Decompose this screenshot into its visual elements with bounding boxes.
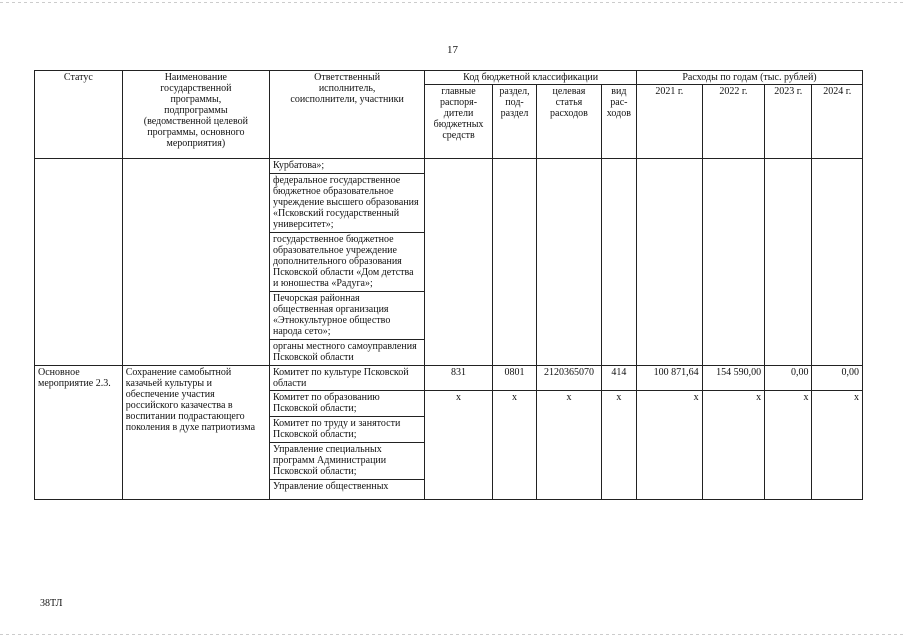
continuation-status	[35, 159, 123, 366]
event-target: 2120365070	[537, 366, 602, 391]
event-grbs: 831	[425, 366, 493, 391]
header-2023: 2023 г.	[765, 85, 812, 159]
header-target: целевая статья расходов	[537, 85, 602, 159]
x-mark: x	[812, 391, 863, 500]
participant-item: федеральное государственное бюджетное образовательное учреждение высшего образования «Псковский государственный университет»;	[270, 174, 424, 233]
event-responsible: Комитет по культуре Псковской области	[269, 366, 424, 391]
event-kind: 414	[601, 366, 636, 391]
footer-code: 38ТЛ	[40, 598, 63, 609]
page-number: 17	[447, 44, 458, 56]
event-status: Основное мероприятие 2.3.	[35, 366, 123, 500]
event-2021: 100 871,64	[637, 366, 703, 391]
event-other-participants	[269, 391, 424, 500]
header-2024: 2024 г.	[812, 85, 863, 159]
header-budget-code: Код бюджетной классификации	[425, 71, 637, 85]
participant-item: Комитет по образованию Псковской области;	[270, 391, 424, 417]
event-name: Сохранение самобытной казачьей культуры и обеспечение участия российского казачества в воспитании подрастающего поколения в духе патриотизма	[122, 366, 269, 500]
event-2023: 0,00	[765, 366, 812, 391]
event-section: 0801	[492, 366, 536, 391]
header-2021: 2021 г.	[637, 85, 703, 159]
x-mark: x	[425, 391, 493, 500]
header-2022: 2022 г.	[702, 85, 765, 159]
header-name: Наименование государственной программы, подпрограммы (ведомственной целевой программы, основного мероприятия)	[122, 71, 269, 159]
participant-item: Курбатова»;	[270, 159, 424, 174]
header-expenses: Расходы по годам (тыс. рублей)	[637, 71, 863, 85]
x-mark: x	[537, 391, 602, 500]
header-responsible: Ответственный исполнитель, соисполнители, участники	[269, 71, 424, 159]
x-mark: x	[765, 391, 812, 500]
x-mark: x	[601, 391, 636, 500]
continuation-participants	[269, 159, 424, 366]
header-status: Статус	[35, 71, 123, 159]
event-2024: 0,00	[812, 366, 863, 391]
participant-item: государственное бюджетное образовательное учреждение дополнительного образования Псковской области «Дом детства и юношества «Радуга»;	[270, 233, 424, 292]
participant-item: Печорская районная общественная организация «Этнокультурное общество народа сето»;	[270, 292, 424, 340]
budget-table	[34, 70, 863, 500]
header-grbs: главные распоря- дители бюджетных средств	[425, 85, 493, 159]
participant-item: Управление общественных	[272, 481, 389, 492]
participant-item: органы местного самоуправления Псковской области	[272, 341, 417, 363]
x-mark: x	[637, 391, 703, 500]
scan-edge-bottom	[0, 634, 905, 635]
event-main-row	[35, 366, 863, 391]
header-row-1	[35, 71, 863, 85]
participant-item: Комитет по труду и занятости Псковской области;	[270, 417, 424, 443]
header-kind: вид рас- ходов	[601, 85, 636, 159]
header-section: раздел, под- раздел	[492, 85, 536, 159]
event-2022: 154 590,00	[702, 366, 765, 391]
continuation-name	[122, 159, 269, 366]
participant-item: Управление специальных программ Администрации Псковской области;	[270, 443, 424, 480]
continuation-row	[35, 159, 863, 366]
x-mark: x	[702, 391, 765, 500]
scan-edge-top	[0, 2, 905, 3]
x-mark: x	[492, 391, 536, 500]
